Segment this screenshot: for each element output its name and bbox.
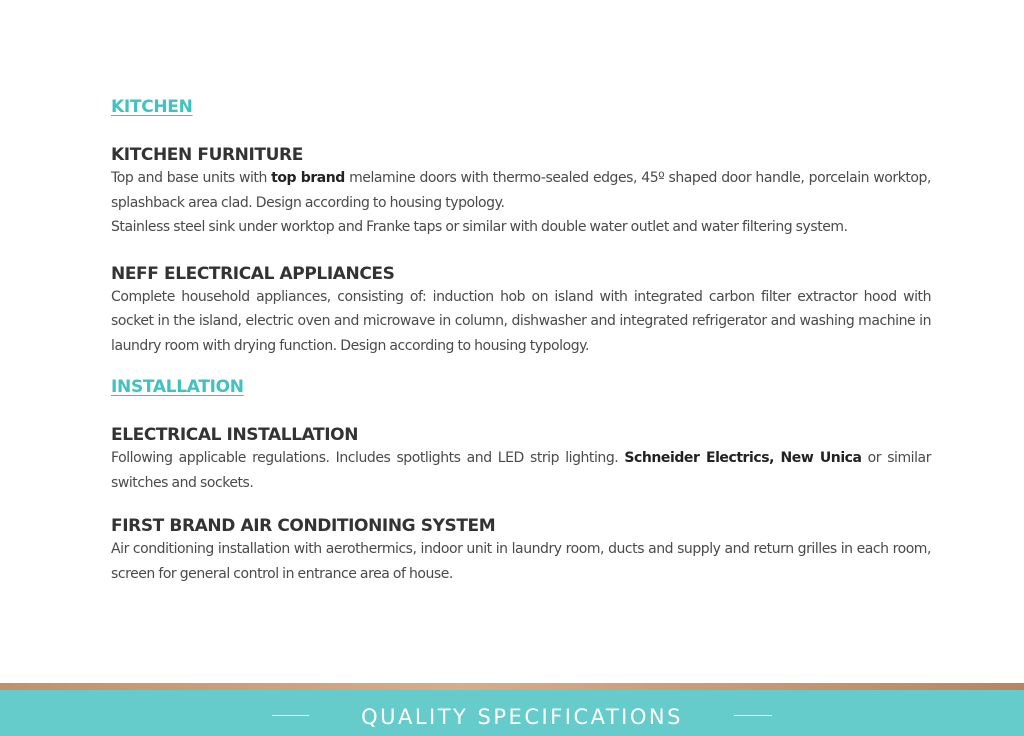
footer-left-rule — [272, 715, 309, 716]
item-title-electrical-installation: ELECTRICAL INSTALLATION — [111, 425, 359, 445]
item-title-kitchen-furniture: KITCHEN FURNITURE — [111, 145, 303, 165]
spec-block-kitchen-furniture — [111, 144, 931, 240]
specifications-content — [111, 96, 931, 586]
footer-band — [0, 690, 1024, 736]
item-text-electrical-installation — [111, 446, 931, 495]
bold-brand-text: Schneider Electrics, New Unica — [624, 450, 862, 466]
text-segment: melamine doors with thermo-sealed edges, 45º shaped door handle, porcelain worktop, splashback area clad. Design according to housing typology. — [111, 170, 931, 211]
item-text-neff-appliances: Complete household appliances, consisting of: induction hob on island with integrated carbon filter extractor hood with socket in the island, electric oven and microwave in column, dishwasher and integrated refrigerator and washing machine in laundry room with drying function. Design according to housing typology. — [111, 288, 931, 354]
section-heading-installation: INSTALLATION — [111, 377, 244, 397]
spec-block-air-conditioning — [111, 515, 931, 586]
section-heading-kitchen: KITCHEN — [111, 97, 193, 117]
item-title-neff-appliances: NEFF ELECTRICAL APPLIANCES — [111, 263, 395, 284]
item-text-kitchen-furniture — [111, 166, 931, 215]
spec-block-electrical-installation — [111, 424, 931, 495]
footer-label: QUALITY SPECIFICATIONS — [361, 705, 683, 729]
text-segment: Following applicable regulations. Includes spotlights and LED strip lighting. — [111, 450, 625, 466]
item-text-air-conditioning: Air conditioning installation with aerothermics, indoor unit in laundry room, ducts and supply and return grilles in each room, screen for general control in entrance area of house. — [111, 541, 931, 582]
text-segment: or similar switches and sockets. — [111, 450, 931, 491]
footer-copper-stripe — [0, 683, 1024, 690]
bold-brand-text: top brand — [271, 170, 345, 186]
item-text-kitchen-sink: Stainless steel sink under worktop and Franke taps or similar with double water outlet and water filtering system. — [111, 219, 848, 235]
spec-block-neff-appliances — [111, 263, 931, 359]
text-segment: Top and base units with — [111, 170, 272, 186]
item-title-air-conditioning: FIRST BRAND AIR CONDITIONING SYSTEM — [111, 516, 496, 536]
footer-right-rule — [734, 715, 772, 716]
